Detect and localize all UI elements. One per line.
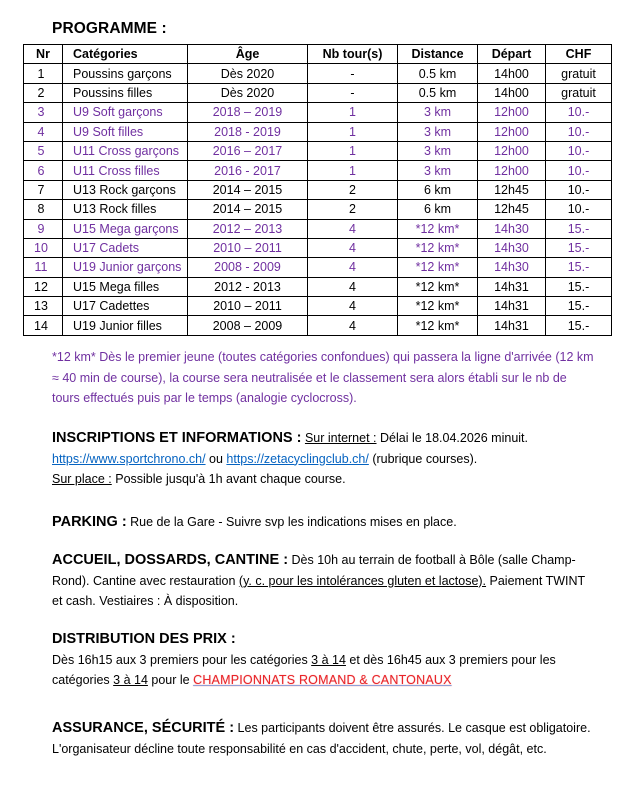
cell-depart: 12h00 [478, 141, 546, 160]
section-prix [52, 629, 597, 691]
header-tours: Nb tour(s) [308, 45, 398, 64]
section-inscriptions [52, 428, 597, 490]
cell-categorie: U15 Mega garçons [63, 219, 188, 238]
accueil-intolerances: (y. c. pour les intolérances gluten et lactose). [238, 573, 487, 588]
cell-depart: 14h30 [478, 219, 546, 238]
prix-range-2: 3 à 14 [113, 673, 148, 687]
championnats-label: CHAMPIONNATS ROMAND & CANTONAUX [193, 673, 452, 687]
table-row [24, 83, 612, 102]
prix-range-1: 3 à 14 [311, 652, 346, 667]
accueil-heading: ACCUEIL, DOSSARDS, CANTINE : [52, 552, 289, 568]
cell-depart: 12h00 [478, 161, 546, 180]
cell-age: 2010 – 2011 [188, 238, 308, 257]
cell-depart: 14h31 [478, 316, 546, 335]
cell-tours: 4 [308, 238, 398, 257]
cell-chf: 10.- [546, 180, 612, 199]
cell-depart: 14h31 [478, 297, 546, 316]
cell-nr: 11 [24, 258, 63, 277]
cell-distance: 3 km [398, 103, 478, 122]
cell-nr: 4 [24, 122, 63, 141]
sportchrono-link[interactable]: https://www.sportchrono.ch/ [52, 451, 206, 466]
cell-chf: 15.- [546, 297, 612, 316]
cell-nr: 5 [24, 141, 63, 160]
cell-age: 2008 - 2009 [188, 258, 308, 277]
cell-tours: 4 [308, 277, 398, 296]
cell-nr: 8 [24, 200, 63, 219]
cell-chf: 10.- [546, 200, 612, 219]
cell-distance: 6 km [398, 180, 478, 199]
table-row [24, 316, 612, 335]
cell-tours: 1 [308, 122, 398, 141]
cell-nr: 7 [24, 180, 63, 199]
cell-categorie: U19 Junior filles [63, 316, 188, 335]
accueil-text-2: Paiement TWINT et cash. Vestiaires : À disposition. [52, 573, 585, 608]
cell-categorie: U13 Rock filles [63, 200, 188, 219]
cell-nr: 1 [24, 64, 63, 83]
internet-text: Délai le 18.04.2026 minuit. [376, 431, 528, 445]
header-distance: Distance [398, 45, 478, 64]
table-row [24, 200, 612, 219]
cell-tours: 1 [308, 161, 398, 180]
cell-nr: 2 [24, 83, 63, 102]
programme-table [23, 44, 612, 336]
place-text: Possible jusqu'à 1h avant chaque course. [111, 472, 346, 486]
inscriptions-line-2 [52, 449, 597, 470]
cell-chf: 15.- [546, 219, 612, 238]
cell-categorie: U13 Rock garçons [63, 180, 188, 199]
cell-distance: 6 km [398, 200, 478, 219]
cell-tours: 4 [308, 219, 398, 238]
table-row [24, 141, 612, 160]
link-suffix: (rubrique courses). [368, 451, 478, 466]
cell-distance: 0.5 km [398, 64, 478, 83]
table-row [24, 64, 612, 83]
cell-distance: 3 km [398, 122, 478, 141]
cell-nr: 9 [24, 219, 63, 238]
cell-age: Dès 2020 [188, 64, 308, 83]
cell-distance: 0.5 km [398, 83, 478, 102]
cell-chf: 10.- [546, 161, 612, 180]
cell-distance: *12 km* [398, 219, 478, 238]
prix-text-1: Dès 16h15 aux 3 premiers pour les catégories [52, 652, 312, 667]
accueil-text-1: Dès 10h au terrain de football à Bôle (salle Champ-Rond). Cantine avec restauration [52, 553, 576, 588]
table-row [24, 258, 612, 277]
cell-distance: *12 km* [398, 297, 478, 316]
cell-age: 2010 – 2011 [188, 297, 308, 316]
cell-nr: 12 [24, 277, 63, 296]
cell-chf: gratuit [546, 83, 612, 102]
section-accueil [52, 550, 597, 612]
prix-text-2: et dès 16h45 aux 3 premiers pour les catégories [52, 652, 556, 687]
cell-distance: 3 km [398, 141, 478, 160]
assurance-text: Les participants doivent être assurés. Le casque est obligatoire. L'organisateur décline toute responsabilité en cas d'accident, chute, perte, vol, dégât, etc. [52, 721, 591, 756]
cell-age: 2016 – 2017 [188, 141, 308, 160]
header-categories: Catégories [63, 45, 188, 64]
section-parking [52, 512, 597, 533]
table-row [24, 180, 612, 199]
cell-age: 2016 - 2017 [188, 161, 308, 180]
cell-nr: 13 [24, 297, 63, 316]
cell-tours: 1 [308, 103, 398, 122]
cell-nr: 14 [24, 316, 63, 335]
section-assurance [52, 718, 597, 759]
cell-tours: 2 [308, 180, 398, 199]
table-row [24, 219, 612, 238]
cell-tours: 1 [308, 141, 398, 160]
cell-chf: 15.- [546, 316, 612, 335]
cell-categorie: Poussins filles [63, 83, 188, 102]
cell-categorie: U15 Mega filles [63, 277, 188, 296]
cell-chf: 10.- [546, 122, 612, 141]
cell-age: 2012 – 2013 [188, 219, 308, 238]
cell-categorie: U17 Cadettes [63, 297, 188, 316]
cell-categorie: Poussins garçons [63, 64, 188, 83]
cell-tours: 2 [308, 200, 398, 219]
cell-categorie: U11 Cross filles [63, 161, 188, 180]
prix-text-3: pour le [147, 673, 194, 687]
header-depart: Départ [478, 45, 546, 64]
cell-distance: *12 km* [398, 238, 478, 257]
cell-depart: 12h00 [478, 122, 546, 141]
zetacyclingclub-link[interactable]: https://zetacyclingclub.ch/ [226, 451, 369, 466]
table-row [24, 161, 612, 180]
cell-age: 2014 – 2015 [188, 180, 308, 199]
cell-depart: 14h31 [478, 277, 546, 296]
parking-text: Rue de la Gare - Suivre svp les indications mises en place. [126, 515, 457, 529]
assurance-heading: ASSURANCE, SÉCURITÉ : [52, 720, 235, 736]
cell-categorie: U19 Junior garçons [63, 258, 188, 277]
cell-depart: 14h30 [478, 238, 546, 257]
cell-age: 2018 – 2019 [188, 103, 308, 122]
cell-distance: *12 km* [398, 258, 478, 277]
inscriptions-line-3 [52, 469, 597, 490]
cell-nr: 6 [24, 161, 63, 180]
cell-age: 2014 – 2015 [188, 200, 308, 219]
programme-table-body [24, 64, 612, 335]
cell-age: Dès 2020 [188, 83, 308, 102]
cell-chf: 15.- [546, 238, 612, 257]
prix-heading: DISTRIBUTION DES PRIX : [52, 631, 236, 647]
inscriptions-line-1 [52, 428, 597, 449]
cell-categorie: U17 Cadets [63, 238, 188, 257]
header-nr: Nr [24, 45, 63, 64]
header-age: Âge [188, 45, 308, 64]
header-chf: CHF [546, 45, 612, 64]
inscriptions-heading: INSCRIPTIONS ET INFORMATIONS : [52, 430, 302, 446]
cell-depart: 14h00 [478, 64, 546, 83]
cell-depart: 14h30 [478, 258, 546, 277]
cell-distance: 3 km [398, 161, 478, 180]
cell-nr: 3 [24, 103, 63, 122]
cell-chf: 10.- [546, 141, 612, 160]
table-row [24, 277, 612, 296]
cell-age: 2008 – 2009 [188, 316, 308, 335]
cell-distance: *12 km* [398, 277, 478, 296]
cell-tours: - [308, 83, 398, 102]
cell-depart: 12h45 [478, 200, 546, 219]
programme-title: PROGRAMME : [52, 20, 167, 37]
table-header-row [24, 45, 612, 64]
cell-chf: 15.- [546, 277, 612, 296]
cell-depart: 14h00 [478, 83, 546, 102]
place-label: Sur place : [52, 472, 112, 486]
cell-age: 2018 - 2019 [188, 122, 308, 141]
cell-chf: gratuit [546, 64, 612, 83]
cell-chf: 15.- [546, 258, 612, 277]
cell-tours: - [308, 64, 398, 83]
cell-nr: 10 [24, 238, 63, 257]
cell-categorie: U9 Soft filles [63, 122, 188, 141]
cell-distance: *12 km* [398, 316, 478, 335]
table-row [24, 238, 612, 257]
cell-depart: 12h45 [478, 180, 546, 199]
cell-tours: 4 [308, 316, 398, 335]
cell-tours: 4 [308, 258, 398, 277]
cell-tours: 4 [308, 297, 398, 316]
table-row [24, 122, 612, 141]
parking-heading: PARKING : [52, 514, 127, 530]
link-separator: ou [205, 451, 227, 466]
cell-categorie: U9 Soft garçons [63, 103, 188, 122]
cell-depart: 12h00 [478, 103, 546, 122]
cell-age: 2012 - 2013 [188, 277, 308, 296]
cell-chf: 10.- [546, 103, 612, 122]
internet-label: Sur internet : [304, 431, 377, 445]
distance-footnote: *12 km* Dès le premier jeune (toutes catégories confondues) qui passera la ligne d'arrivée (12 km ≈ 40 min de course), la course sera neutralisée et le classement sera alors établi sur le nb de tours effectués puis par le temps (analogie cyclocross). [52, 350, 594, 405]
cell-categorie: U11 Cross garçons [63, 141, 188, 160]
table-row [24, 297, 612, 316]
table-row [24, 103, 612, 122]
